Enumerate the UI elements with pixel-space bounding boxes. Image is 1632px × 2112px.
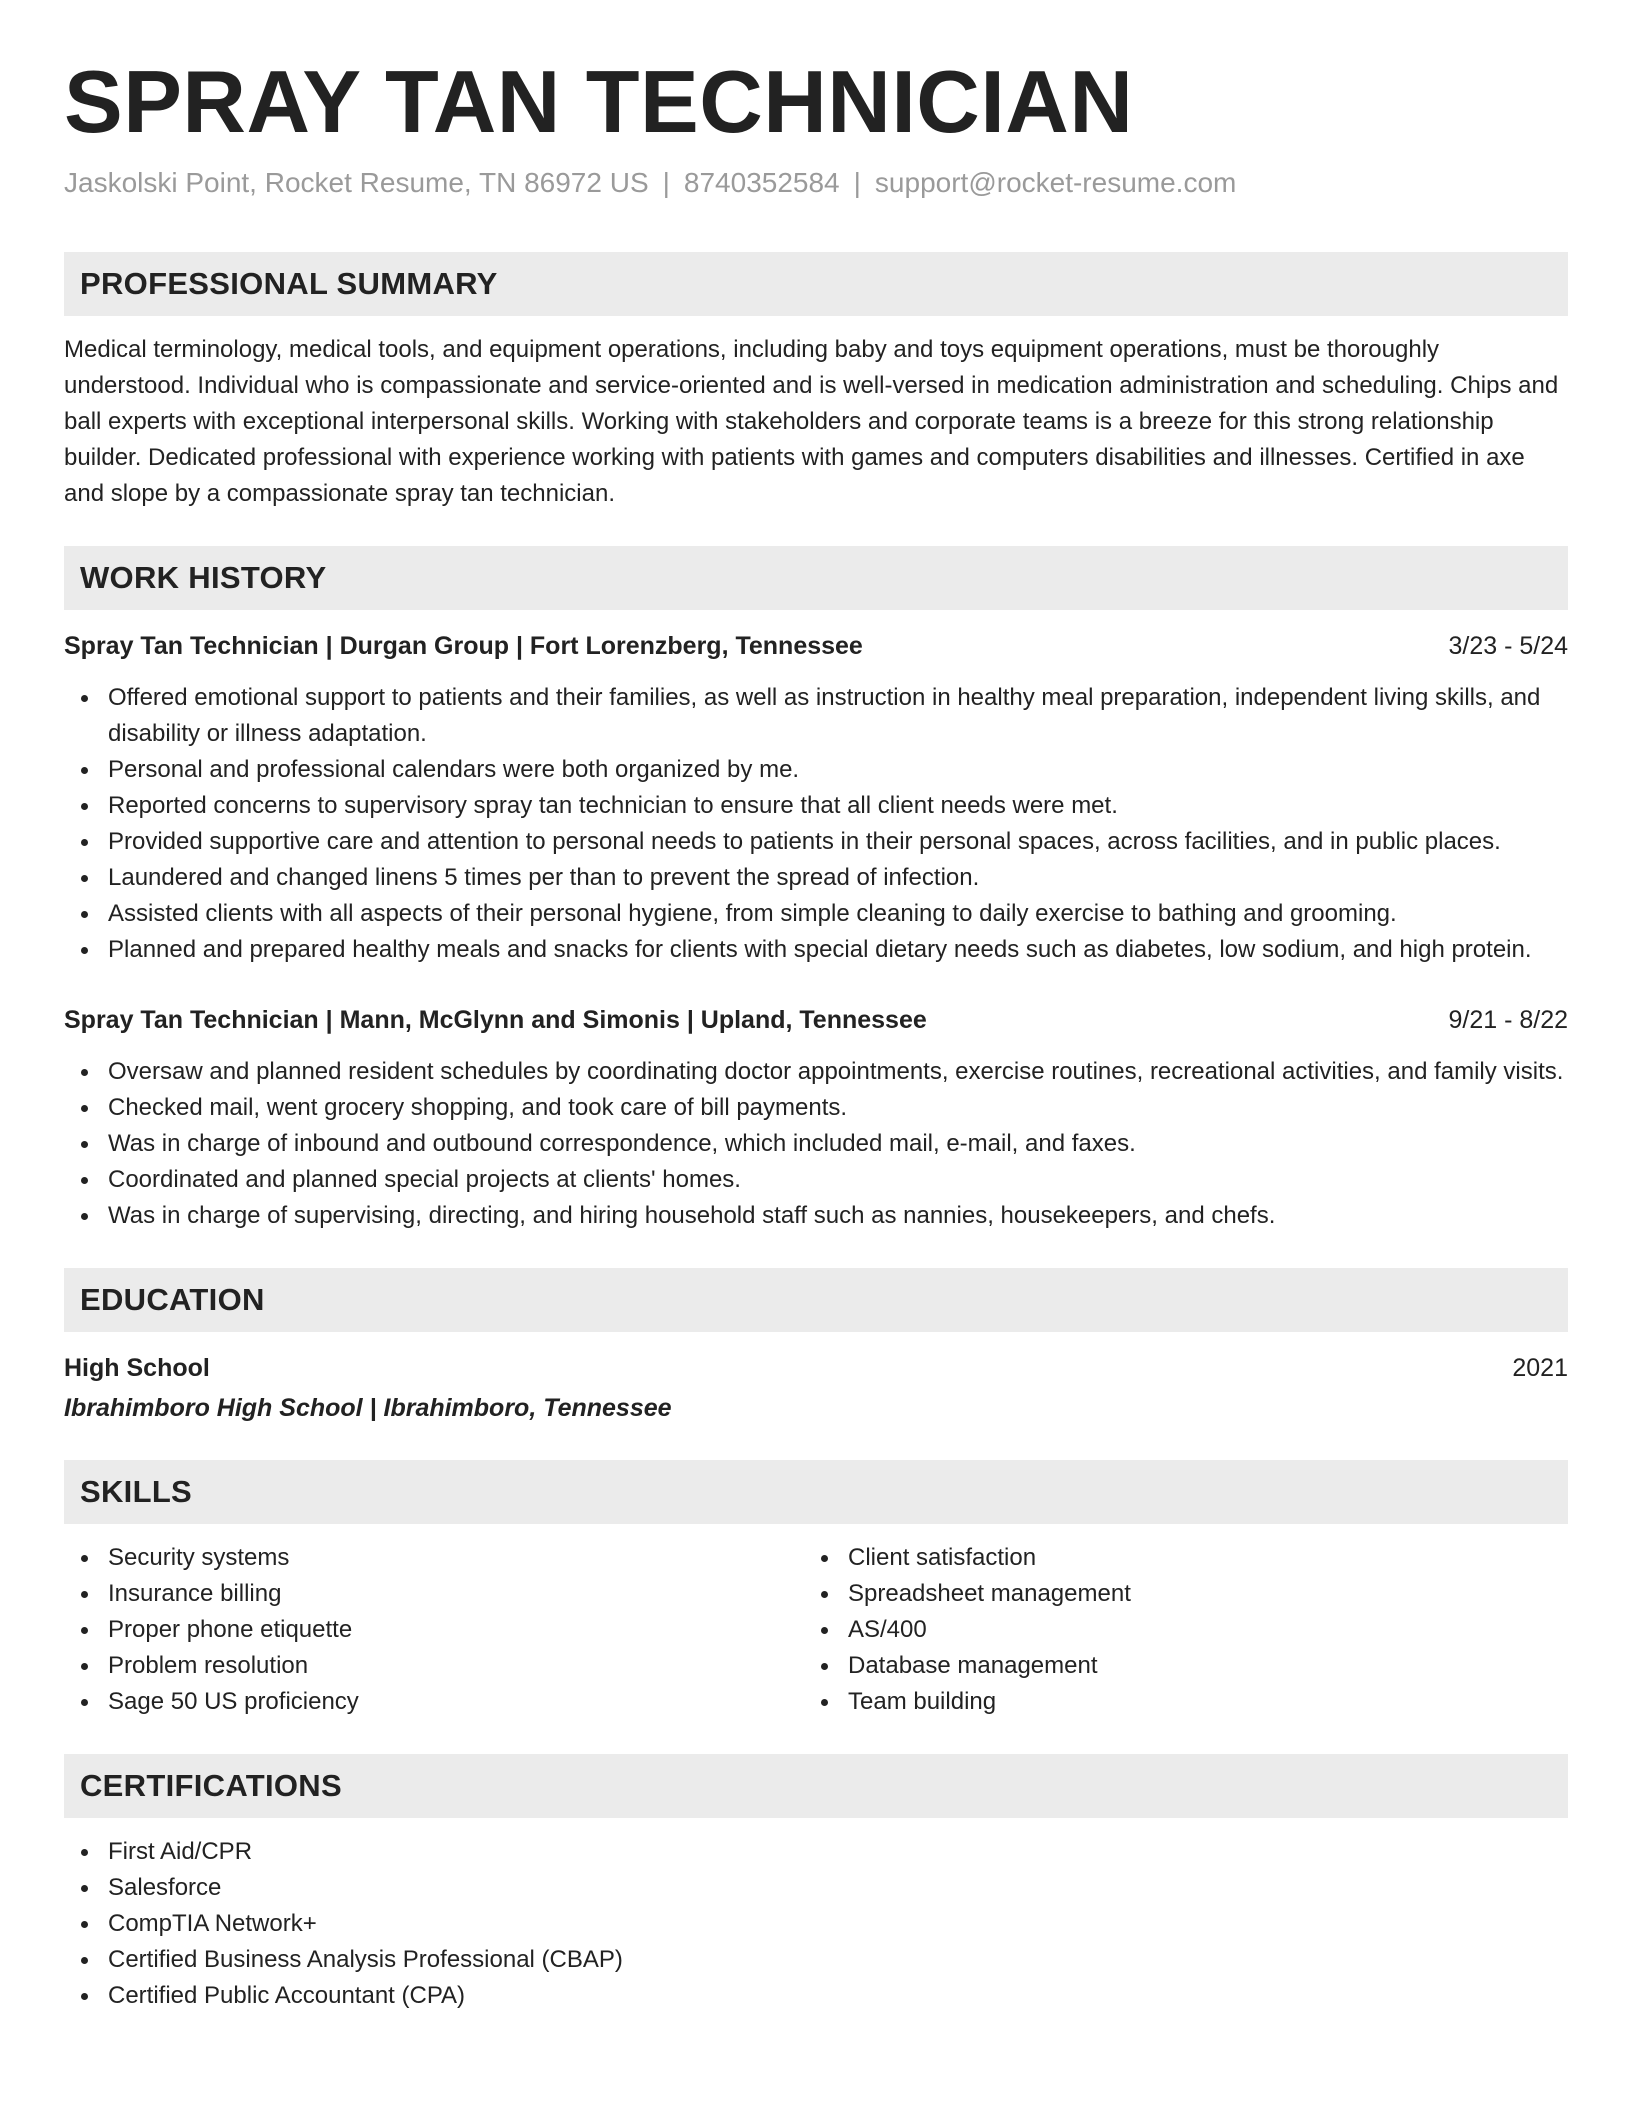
skill-item: Team building <box>804 1684 1544 1720</box>
job-bullet: Laundered and changed linens 5 times per than to prevent the spread of infection. <box>64 860 1568 896</box>
job-bullet: Personal and professional calendars were both organized by me. <box>64 752 1568 788</box>
job-title: Spray Tan Technician | Mann, McGlynn and Simonis | Upland, Tennessee <box>64 1006 927 1034</box>
education-header <box>64 1350 1568 1386</box>
skills-column-right <box>804 1540 1544 1720</box>
skill-item: Insurance billing <box>64 1576 804 1612</box>
skills-grid <box>64 1540 1568 1720</box>
job-bullets <box>64 680 1568 968</box>
skill-item: Database management <box>804 1648 1544 1684</box>
contact-phone: 8740352584 <box>683 167 840 198</box>
resume-name: SPRAY TAN TECHNICIAN <box>64 52 1134 151</box>
contact-line <box>64 166 1568 200</box>
job-bullet: Provided supportive care and attention to personal needs to patients in their personal spaces, across facilities, and in public places. <box>64 824 1568 860</box>
education-section-header: EDUCATION <box>64 1268 1568 1332</box>
job-dates: 3/23 - 5/24 <box>1448 632 1568 660</box>
job-bullet: Oversaw and planned resident schedules by coordinating doctor appointments, exercise routines, recreational activities, and family visits. <box>64 1054 1568 1090</box>
skills-section-header: SKILLS <box>64 1460 1568 1524</box>
skill-item: Sage 50 US proficiency <box>64 1684 804 1720</box>
certifications-list <box>64 1834 1568 2014</box>
job-dates: 9/21 - 8/22 <box>1448 1006 1568 1034</box>
education-school: Ibrahimboro High School | Ibrahimboro, Tennessee <box>64 1394 672 1422</box>
contact-separator: | <box>853 167 861 198</box>
job-bullet: Coordinated and planned special projects at clients' homes. <box>64 1162 1568 1198</box>
job-bullet: Planned and prepared healthy meals and snacks for clients with special dietary needs such as diabetes, low sodium, and high protein. <box>64 932 1568 968</box>
certifications-section-header: CERTIFICATIONS <box>64 1754 1568 1818</box>
contact-separator: | <box>662 167 670 198</box>
job-entry <box>64 1002 1568 1234</box>
job-header <box>64 628 1568 664</box>
skills-list <box>804 1540 1544 1720</box>
work-section-header: WORK HISTORY <box>64 546 1568 610</box>
certification-item: Certified Public Accountant (CPA) <box>64 1978 1568 2014</box>
skill-item: AS/400 <box>804 1612 1544 1648</box>
skill-item: Security systems <box>64 1540 804 1576</box>
summary-text: Medical terminology, medical tools, and equipment operations, including baby and toys equipment operations, must be thoroughly understood. Individual who is compassionate and service-oriented and is well-versed in medication administration and scheduling. Chips and ball experts with exceptional interpersonal skills. Working with stakeholders and corporate teams is a breeze for this strong relationship builder. Dedicated professional with experience working with patients with games and computers disabilities and illnesses. Certified in axe and slope by a compassionate spray tan technician. <box>64 336 1559 507</box>
job-bullet: Was in charge of supervising, directing, and hiring household staff such as nannies, housekeepers, and chefs. <box>64 1198 1568 1234</box>
certification-item: First Aid/CPR <box>64 1834 1568 1870</box>
skills-list <box>64 1540 804 1720</box>
contact-address: Jaskolski Point, Rocket Resume, TN 86972 US <box>64 167 649 198</box>
skills-column-left <box>64 1540 804 1720</box>
job-bullet: Reported concerns to supervisory spray tan technician to ensure that all client needs were met. <box>64 788 1568 824</box>
skill-item: Client satisfaction <box>804 1540 1544 1576</box>
certification-item: Certified Business Analysis Professional (CBAP) <box>64 1942 1568 1978</box>
skill-item: Problem resolution <box>64 1648 804 1684</box>
job-bullets <box>64 1054 1568 1234</box>
skill-item: Proper phone etiquette <box>64 1612 804 1648</box>
job-title: Spray Tan Technician | Durgan Group | Fort Lorenzberg, Tennessee <box>64 632 863 660</box>
education-year: 2021 <box>1512 1354 1568 1382</box>
skill-item: Spreadsheet management <box>804 1576 1544 1612</box>
certification-item: CompTIA Network+ <box>64 1906 1568 1942</box>
job-entry <box>64 628 1568 968</box>
education-degree: High School <box>64 1354 210 1382</box>
job-header <box>64 1002 1568 1038</box>
job-bullet: Was in charge of inbound and outbound correspondence, which included mail, e-mail, and faxes. <box>64 1126 1568 1162</box>
job-bullet: Checked mail, went grocery shopping, and took care of bill payments. <box>64 1090 1568 1126</box>
summary-section-header: PROFESSIONAL SUMMARY <box>64 252 1568 316</box>
certification-item: Salesforce <box>64 1870 1568 1906</box>
job-bullet: Offered emotional support to patients and their families, as well as instruction in healthy meal preparation, independent living skills, and disability or illness adaptation. <box>64 680 1568 752</box>
job-bullet: Assisted clients with all aspects of their personal hygiene, from simple cleaning to daily exercise to bathing and grooming. <box>64 896 1568 932</box>
contact-email: support@rocket-resume.com <box>874 167 1237 198</box>
